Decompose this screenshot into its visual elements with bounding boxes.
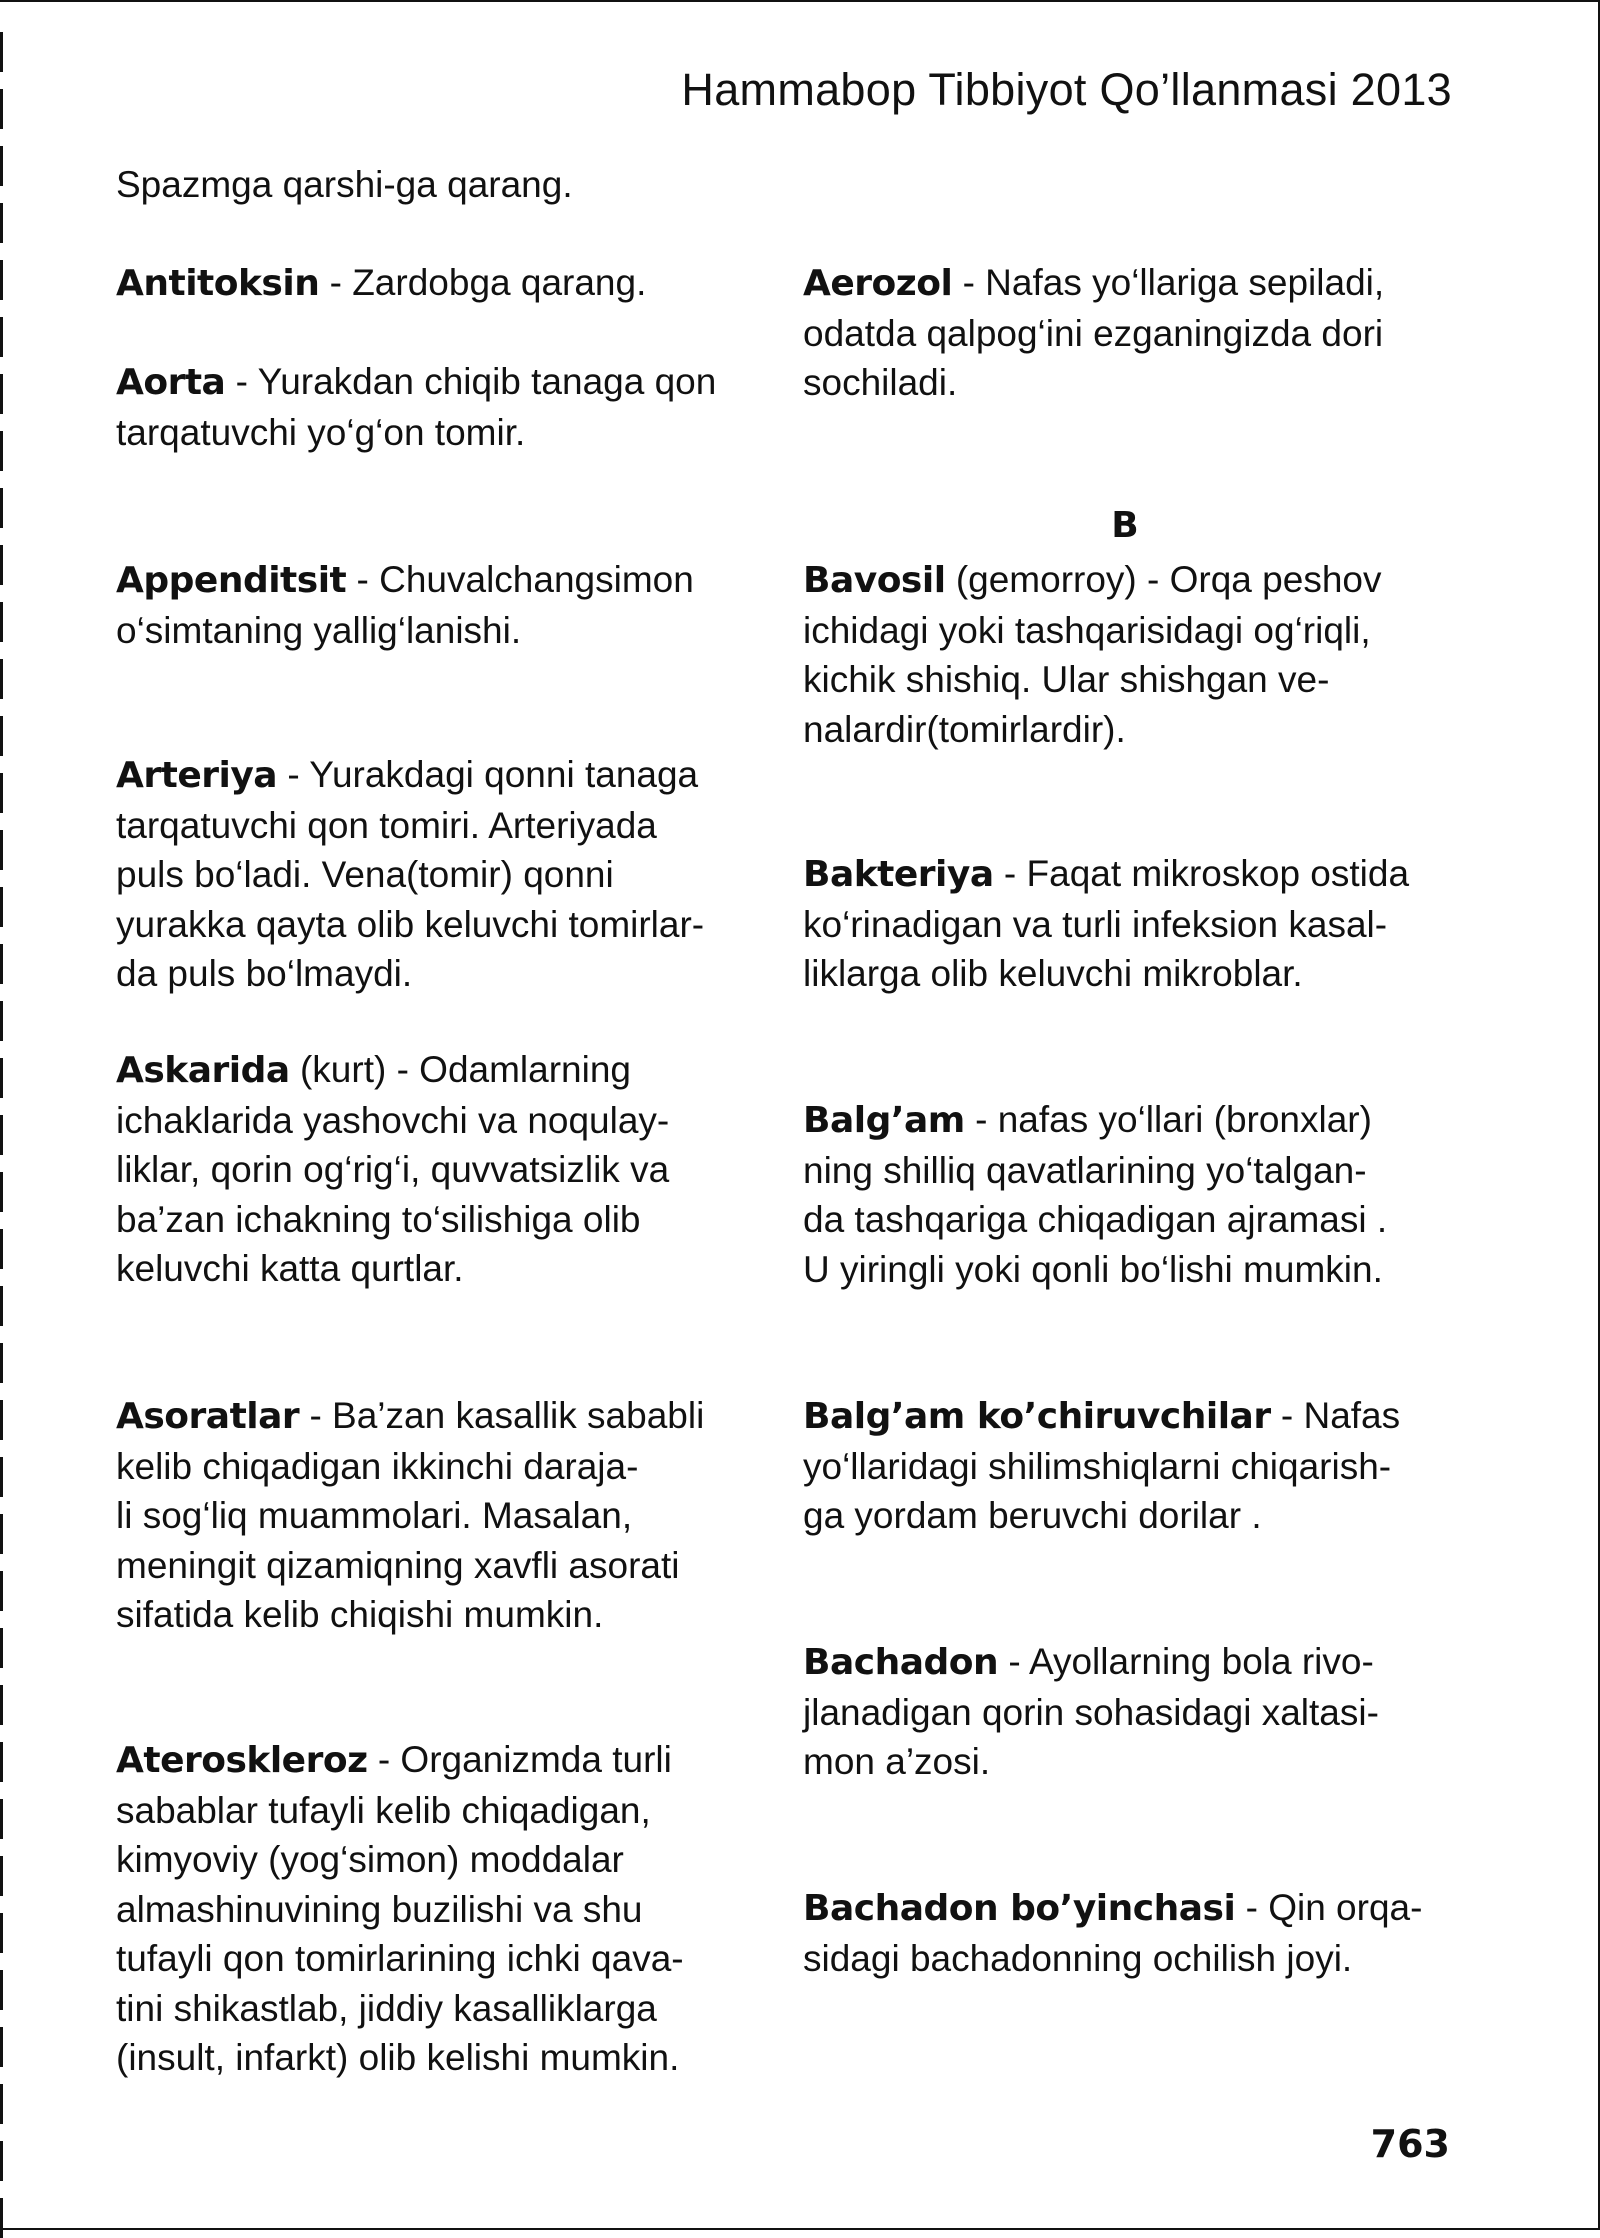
- entry-definition-text: ichaklarida yashovchi va noqulay-: [116, 1099, 670, 1141]
- entry-line: [803, 1195, 1468, 1245]
- binding-tick: [0, 1685, 3, 1725]
- binding-tick: [0, 1400, 3, 1440]
- binding-tick: [0, 773, 3, 813]
- entry-definition-text: (gemorroy) - Orqa peshov: [945, 559, 1382, 600]
- binding-tick: [0, 89, 3, 129]
- entry-line: [116, 1195, 776, 1245]
- glossary-entry-aerozol: [803, 258, 1468, 408]
- binding-tick: [0, 1172, 3, 1212]
- entry-line: [116, 949, 776, 999]
- entry-definition-text: kelib chiqadigan ikkinchi daraja-: [116, 1445, 639, 1487]
- entry-term: Bachadon bo’yinchasi: [803, 1888, 1236, 1929]
- entry-definition-text: U yiringli yoki qonli bo‘lishi mumkin.: [803, 1248, 1383, 1290]
- binding-tick: [0, 602, 3, 642]
- glossary-entry-bakteriya: [803, 849, 1468, 999]
- entry-line: [116, 1491, 776, 1541]
- entry-line: [116, 1984, 776, 2034]
- glossary-entry-bachadon-boyinchasi: [803, 1883, 1468, 1983]
- binding-tick: [0, 1514, 3, 1554]
- entry-line: [803, 655, 1468, 705]
- entry-definition-text: yo‘llaridagi shilimshiqlarni chiqarish-: [803, 1445, 1392, 1487]
- entry-definition-text: - Qin orqa-: [1235, 1887, 1423, 1928]
- entry-line: [803, 358, 1468, 408]
- entry-line: [116, 1096, 776, 1146]
- running-header: Hammabop Tibbiyot Qo’llanmasi 2013: [681, 64, 1452, 115]
- entry-definition-text: da puls bo‘lmaydi.: [116, 953, 413, 994]
- glossary-entry-balgam-kochiruvchilar: [803, 1391, 1468, 1541]
- entry-definition-text: puls bo‘ladi. Vena(tomir) qonni: [116, 854, 614, 895]
- glossary-entry-bavosil: [803, 555, 1468, 754]
- entry-line: [116, 1885, 776, 1935]
- entry-line: [803, 1934, 1468, 1984]
- entry-term: Bavosil: [803, 560, 946, 601]
- entry-line: [116, 1541, 776, 1591]
- entry-definition-text: sidagi bachadonning ochilish joyi.: [803, 1937, 1353, 1979]
- entry-line: [116, 1835, 776, 1885]
- entry-definition-text: da tashqariga chiqadigan ajramasi .: [803, 1199, 1388, 1240]
- binding-tick: [0, 944, 3, 984]
- entry-line: [803, 309, 1468, 359]
- entry-definition-text: kichik shishiq. Ular shishgan ve-: [803, 659, 1330, 700]
- binding-tick: [0, 1115, 3, 1155]
- entry-term: Ateroskleroz: [116, 1740, 368, 1781]
- entry-line: [116, 258, 776, 309]
- entry-term: Asoratlar: [116, 1396, 300, 1437]
- entry-definition-text: nalardir(tomirlardir).: [803, 708, 1126, 750]
- entry-term: Aorta: [116, 362, 226, 403]
- entry-definition-text: li sog‘liq muammolari. Masalan,: [116, 1495, 633, 1536]
- binding-tick: [0, 716, 3, 756]
- entry-definition-text: jlanadigan qorin sohasidagi xaltasi-: [803, 1691, 1379, 1733]
- entry-line: [803, 1442, 1468, 1492]
- entry-line: [116, 555, 776, 606]
- glossary-entry-antitoksin: [116, 258, 776, 309]
- entry-line: [116, 1045, 776, 1096]
- entry-line: [803, 1095, 1468, 1146]
- entry-line: [116, 1391, 776, 1442]
- entry-line: [803, 1491, 1468, 1541]
- entry-term: Balg’am ko’chiruvchilar: [803, 1396, 1271, 1437]
- binding-tick: [0, 1970, 3, 2010]
- entry-definition-text: tarqatuvchi qon tomiri. Arteriyada: [116, 804, 657, 846]
- binding-tick: [0, 1457, 3, 1497]
- entry-term: Bachadon: [803, 1642, 999, 1683]
- entry-line: [116, 1590, 776, 1640]
- binding-tick: [0, 1799, 3, 1839]
- entry-definition-text: ning shilliq qavatlarining yo‘talgan-: [803, 1149, 1367, 1191]
- entry-definition-text: sabablar tufayli kelib chiqadigan,: [116, 1789, 651, 1831]
- entry-line: [803, 1391, 1468, 1442]
- entry-definition-text: keluvchi katta qurtlar.: [116, 1248, 464, 1289]
- entry-definition-text: (kurt) - Odamlarning: [289, 1049, 631, 1090]
- entry-definition-text: - Ba’zan kasallik sababli: [299, 1395, 705, 1436]
- entry-line: [803, 1637, 1468, 1688]
- glossary-entry-askarida: [116, 1045, 776, 1294]
- entry-definition-text: - Yurakdan chiqib tanaga qon: [225, 361, 717, 402]
- section-letter: B: [1111, 505, 1139, 546]
- entry-line: [116, 408, 776, 458]
- binding-tick: [0, 32, 3, 72]
- entry-definition-text: - Chuvalchangsimon: [346, 559, 694, 600]
- binding-tick: [0, 2141, 3, 2181]
- entry-definition-text: ichidagi yoki tashqarisidagi og‘riqli,: [803, 609, 1371, 651]
- binding-tick: [0, 1628, 3, 1668]
- entry-line: [116, 1442, 776, 1492]
- entry-line: [803, 849, 1468, 900]
- entry-definition-text: - nafas yo‘llari (bronxlar): [964, 1099, 1372, 1140]
- entry-line: [116, 750, 776, 801]
- entry-definition-text: sifatida kelib chiqishi mumkin.: [116, 1594, 604, 1635]
- entry-line: [803, 1146, 1468, 1196]
- entry-line: [116, 801, 776, 851]
- entry-definition-text: almashinuvining buzilishi va shu: [116, 1888, 643, 1930]
- binding-tick: [0, 1571, 3, 1611]
- binding-tick: [0, 1286, 3, 1326]
- binding-tick: [0, 1229, 3, 1269]
- entry-line: [116, 1735, 776, 1786]
- glossary-entry-bachadon: [803, 1637, 1468, 1787]
- entry-definition-text: ba’zan ichakning to‘silishiga olib: [116, 1198, 641, 1240]
- binding-edge-ticks: [0, 2, 8, 2232]
- glossary-entry-balgam: [803, 1095, 1468, 1294]
- binding-tick: [0, 488, 3, 528]
- entry-definition-text: tufayli qon tomirlarining ichki qava-: [116, 1938, 684, 1979]
- entry-definition-text: - Organizmda turli: [367, 1739, 672, 1780]
- entry-definition-text: odatda qalpog‘ini ezganingizda dori: [803, 312, 1384, 354]
- entry-line: [803, 705, 1468, 755]
- entry-definition-text: - Ayollarning bola rivo-: [998, 1641, 1374, 1682]
- entry-definition-text: o‘simtaning yallig‘lanishi.: [116, 609, 522, 651]
- binding-tick: [0, 431, 3, 471]
- binding-tick: [0, 2198, 3, 2238]
- entry-line: [116, 357, 776, 408]
- glossary-entry-aorta: [116, 357, 776, 457]
- binding-tick: [0, 2084, 3, 2124]
- entry-line: [803, 1688, 1468, 1738]
- entry-line: [803, 1245, 1468, 1295]
- entry-definition-text: kimyoviy (yog‘simon) moddalar: [116, 1839, 624, 1880]
- entry-term: Appenditsit: [116, 560, 347, 601]
- binding-tick: [0, 2027, 3, 2067]
- entry-definition-text: (insult, infarkt) olib kelishi mumkin.: [116, 2037, 680, 2078]
- glossary-entry-asoratlar: [116, 1391, 776, 1640]
- entry-definition-text: - Nafas yo‘llariga sepiladi,: [952, 262, 1385, 303]
- entry-term: Balg’am: [803, 1100, 965, 1141]
- entry-line: [116, 1934, 776, 1984]
- binding-tick: [0, 659, 3, 699]
- entry-definition-text: mon a’zosi.: [803, 1741, 991, 1782]
- entry-definition-text: - Nafas: [1270, 1395, 1401, 1436]
- entry-term: Arteriya: [116, 755, 278, 796]
- entry-line: [116, 1786, 776, 1836]
- entry-definition-text: yurakka qayta olib keluvchi tomirlar-: [116, 903, 705, 945]
- binding-tick: [0, 1058, 3, 1098]
- page-number: 763: [1370, 2122, 1450, 2166]
- entry-line: [116, 606, 776, 656]
- binding-tick: [0, 887, 3, 927]
- entry-definition-text: liklarga olib keluvchi mikroblar.: [803, 953, 1303, 994]
- binding-tick: [0, 203, 3, 243]
- entry-definition-text: sochiladi.: [803, 362, 958, 403]
- binding-tick: [0, 830, 3, 870]
- binding-tick: [0, 146, 3, 186]
- entry-definition-text: ga yordam beruvchi dorilar .: [803, 1495, 1262, 1536]
- intro-line: Spazmga qarshi-ga qarang.: [116, 164, 573, 205]
- entry-definition-text: liklar, qorin og‘rig‘i, quvvatsizlik va: [116, 1149, 670, 1190]
- glossary-entry-arteriya: [116, 750, 776, 999]
- binding-tick: [0, 1343, 3, 1383]
- binding-tick: [0, 1742, 3, 1782]
- entry-line: [803, 258, 1468, 309]
- entry-definition-text: tini shikastlab, jiddiy kasalliklarga: [116, 1987, 657, 2029]
- entry-term: Askarida: [116, 1050, 290, 1091]
- binding-tick: [0, 260, 3, 300]
- binding-tick: [0, 374, 3, 414]
- entry-line: [803, 1737, 1468, 1787]
- entry-line: [116, 1244, 776, 1294]
- entry-term: Bakteriya: [803, 854, 994, 895]
- entry-line: [116, 2033, 776, 2083]
- entry-line: [803, 555, 1468, 606]
- binding-tick: [0, 317, 3, 357]
- entry-term: Antitoksin: [116, 263, 320, 304]
- entry-definition-text: meningit qizamiqning xavfli asorati: [116, 1544, 680, 1586]
- binding-tick: [0, 545, 3, 585]
- binding-tick: [0, 1001, 3, 1041]
- entry-line: [803, 900, 1468, 950]
- entry-term: Aerozol: [803, 263, 953, 304]
- entry-line: [116, 1145, 776, 1195]
- entry-line: [116, 850, 776, 900]
- entry-definition-text: ko‘rinadigan va turli infeksion kasal-: [803, 903, 1388, 945]
- glossary-entry-appenditsit: [116, 555, 776, 655]
- entry-line: [803, 949, 1468, 999]
- entry-definition-text: - Zardobga qarang.: [319, 262, 647, 303]
- entry-line: [116, 900, 776, 950]
- entry-definition-text: tarqatuvchi yo‘g‘on tomir.: [116, 411, 526, 453]
- binding-tick: [0, 1856, 3, 1896]
- binding-tick: [0, 1913, 3, 1953]
- entry-definition-text: - Yurakdagi qonni tanaga: [277, 754, 699, 795]
- entry-line: [803, 1883, 1468, 1934]
- entry-line: [803, 606, 1468, 656]
- glossary-entry-ateroskleroz: [116, 1735, 776, 2083]
- entry-definition-text: - Faqat mikroskop ostida: [993, 853, 1410, 894]
